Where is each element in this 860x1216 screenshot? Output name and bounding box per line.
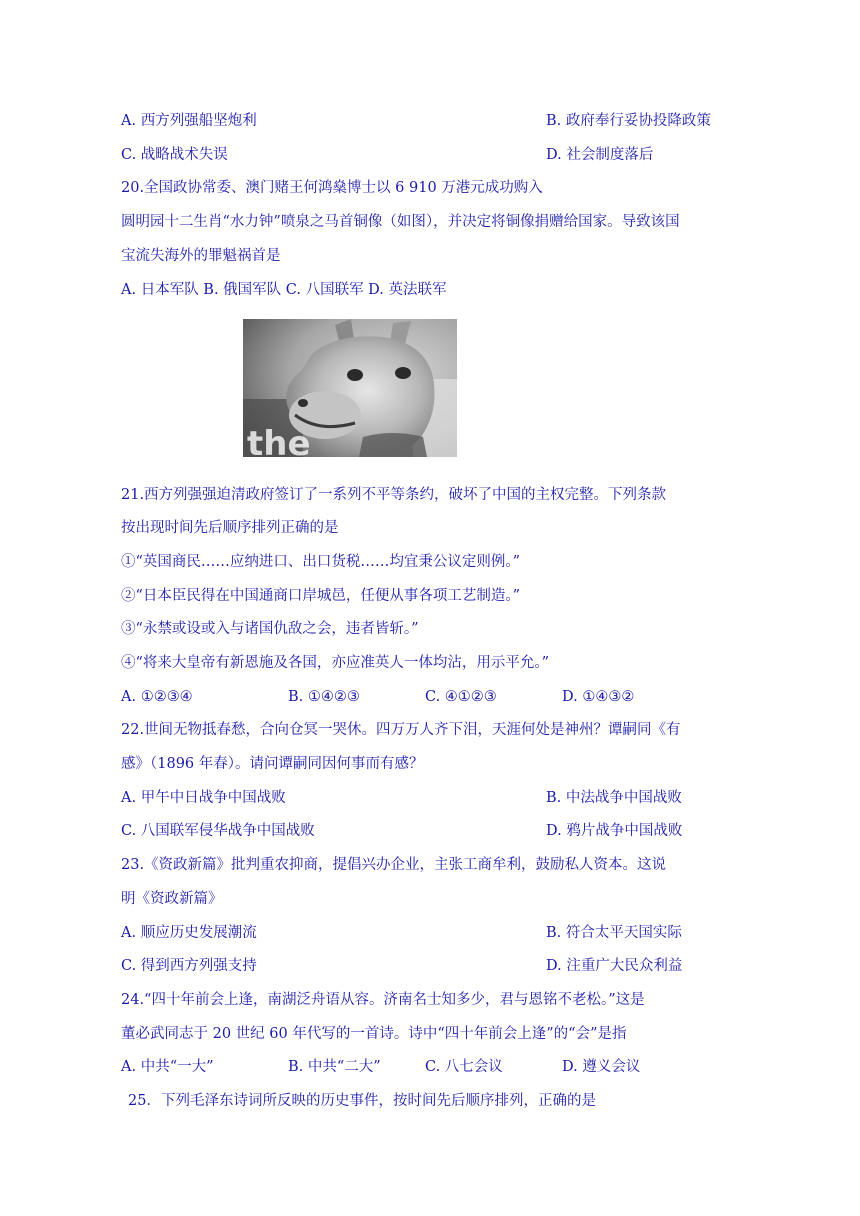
q21-item-2: ②“日本臣民得在中国通商口岸城邑，任便从事各项工艺制造。” bbox=[121, 588, 521, 604]
q22-stem-line2: 感》（1896 年春）。请问谭嗣同因何事而有感？ bbox=[121, 756, 424, 772]
q19-option-d: D. 社会制度落后 bbox=[546, 147, 654, 163]
horse-head-bronze-photo bbox=[243, 319, 457, 457]
q22-option-c: C. 八国联军侵华战争中国战败 bbox=[121, 823, 315, 839]
horse-head-photo-drawing bbox=[243, 319, 457, 457]
q21-item-3: ③“永禁或设或入与诸国仇敌之会，违者皆斩。” bbox=[121, 621, 419, 637]
q21-options bbox=[121, 687, 635, 707]
q24-option-b: B. 中共“二大” bbox=[288, 1059, 381, 1075]
q20-stem-line2: 圆明园十二生肖“水力钟”喷泉之马首铜像（如图），并决定将铜像捐赠给国家。导致该国 bbox=[121, 214, 680, 230]
q23-options-row1 bbox=[121, 923, 682, 943]
q24-options bbox=[121, 1057, 641, 1077]
q19-option-a: A. 西方列强船坚炮利 bbox=[121, 113, 257, 129]
q23-option-a: A. 顺应历史发展潮流 bbox=[121, 925, 257, 941]
q24-option-a: A. 中共“一大” bbox=[121, 1059, 214, 1075]
q25-stem-line1: 25．下列毛泽东诗词所反映的历史事件，按时间先后顺序排列，正确的是 bbox=[128, 1093, 596, 1109]
q20-options: A. 日本军队 B. 俄国军队 C. 八国联军 D. 英法联军 bbox=[121, 282, 447, 298]
q21-option-d: D. ①④③② bbox=[562, 689, 635, 705]
q24-stem-line2: 董必武同志于 20 世纪 60 年代写的一首诗。诗中“四十年前会上逢”的“会”是指 bbox=[121, 1026, 627, 1042]
q21-option-b: B. ①④②③ bbox=[288, 689, 360, 705]
q24-option-d: D. 遵义会议 bbox=[562, 1059, 641, 1075]
q23-option-c: C. 得到西方列强支持 bbox=[121, 958, 257, 974]
q23-stem-line1: 23.《资政新篇》批判重农抑商，提倡兴办企业，主张工商牟利，鼓励私人资本。这说 bbox=[121, 857, 667, 873]
q23-stem-line2: 明《资政新篇》 bbox=[121, 891, 223, 907]
q21-item-4: ④“将来大皇帝有新恩施及各国，亦应准英人一体均沾，用示平允。” bbox=[121, 655, 550, 671]
q19-options-row2 bbox=[121, 145, 654, 165]
q24-stem-line1: 24.“四十年前会上逢，南湖泛舟语从容。济南名士知多少，君与恩铭不老松。”这是 bbox=[121, 992, 645, 1008]
q21-stem-line1: 21.西方列强强迫清政府签订了一系列不平等条约，破坏了中国的主权完整。下列条款 bbox=[121, 487, 667, 503]
q22-stem-line1: 22.世间无物抵春愁，合向仓冥一哭休。四万万人齐下泪，天涯何处是神州？谭嗣同《有 bbox=[121, 722, 681, 738]
photo-watermark-text: the bbox=[247, 424, 311, 457]
q22-option-a: A. 甲午中日战争中国战败 bbox=[121, 790, 286, 806]
q21-stem-line2: 按出现时间先后顺序排列正确的是 bbox=[121, 520, 339, 536]
q23-option-d: D. 注重广大民众利益 bbox=[546, 958, 683, 974]
q24-option-c: C. 八七会议 bbox=[425, 1059, 503, 1075]
q22-options-row2 bbox=[121, 821, 683, 841]
q19-option-c: C. 战略战术失误 bbox=[121, 147, 228, 163]
q20-stem-line3: 宝流失海外的罪魁祸首是 bbox=[121, 248, 281, 264]
q21-option-c: C. ④①②③ bbox=[425, 689, 497, 705]
q23-options-row2 bbox=[121, 956, 683, 976]
q23-option-b: B. 符合太平天国实际 bbox=[546, 925, 682, 941]
q22-option-d: D. 鸦片战争中国战败 bbox=[546, 823, 683, 839]
q19-options-row1 bbox=[121, 111, 711, 131]
q19-option-b: B. 政府奉行妥协投降政策 bbox=[546, 113, 711, 129]
q20-stem-line1: 20.全国政协常委、澳门赌王何鸿燊博士以 6 910 万港元成功购入 bbox=[121, 180, 543, 196]
q22-option-b: B. 中法战争中国战败 bbox=[546, 790, 682, 806]
q21-item-1: ①“英国商民……应纳进口、出口货税……均宜秉公议定则例。” bbox=[121, 554, 521, 570]
q22-options-row1 bbox=[121, 788, 682, 808]
q21-option-a: A. ①②③④ bbox=[121, 689, 193, 705]
